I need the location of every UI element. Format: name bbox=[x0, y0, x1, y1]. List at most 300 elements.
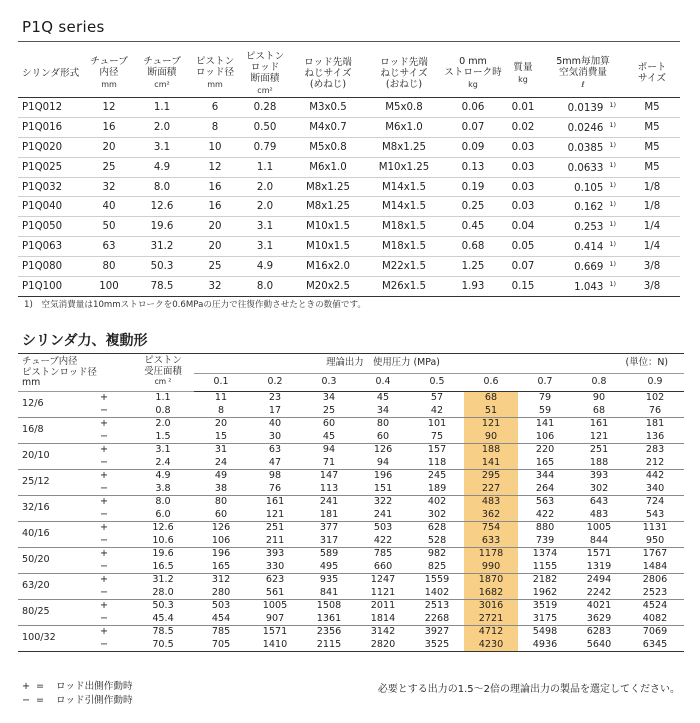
force-minus: 212 bbox=[645, 456, 665, 468]
force-plus: 295 bbox=[481, 470, 501, 481]
spec-cell bbox=[190, 157, 240, 177]
spec-value: P1Q080 bbox=[22, 261, 63, 273]
spec-value: 20 bbox=[102, 141, 116, 153]
force-cell bbox=[302, 522, 356, 548]
spec-value: P1Q063 bbox=[22, 241, 63, 253]
force-plus: 45 bbox=[376, 392, 390, 403]
force-minus: 141 bbox=[481, 456, 501, 468]
force-minus: 75 bbox=[430, 430, 444, 442]
sign-plus: + bbox=[100, 392, 109, 403]
force-plus: 7069 bbox=[642, 626, 668, 637]
spec-value: M18x1.5 bbox=[382, 241, 426, 253]
legend-symbol: + bbox=[22, 681, 31, 692]
spec-header-unit: ℓ bbox=[581, 80, 585, 89]
force-plus: 3927 bbox=[424, 626, 450, 637]
spec-cell bbox=[134, 277, 190, 297]
force-cell bbox=[518, 522, 572, 548]
spec-cell bbox=[290, 157, 366, 177]
direction-signs bbox=[98, 418, 132, 444]
cylinder-model bbox=[18, 137, 84, 157]
spec-cell bbox=[624, 177, 680, 197]
spec-row bbox=[18, 98, 680, 118]
spec-value: P1Q100 bbox=[22, 280, 63, 292]
force-cell bbox=[464, 574, 518, 600]
force-row bbox=[18, 470, 684, 496]
spec-cell bbox=[134, 257, 190, 277]
direction-signs bbox=[98, 522, 132, 548]
force-plus: 23 bbox=[268, 392, 282, 403]
force-cell bbox=[302, 470, 356, 496]
spec-cell bbox=[624, 157, 680, 177]
force-cell bbox=[626, 418, 684, 444]
spec-value: 0.03 bbox=[511, 161, 535, 173]
force-cell bbox=[518, 470, 572, 496]
force-plus: 90 bbox=[592, 392, 606, 403]
force-cell bbox=[410, 522, 464, 548]
force-row bbox=[18, 522, 684, 548]
spec-cell bbox=[442, 117, 504, 137]
spec-cell bbox=[190, 177, 240, 197]
spec-table-body bbox=[18, 98, 680, 297]
spec-value: 4.9 bbox=[256, 261, 274, 273]
force-minus: 68 bbox=[592, 404, 606, 416]
bore-rod-size: 32/16 bbox=[18, 496, 98, 522]
cylinder-model bbox=[18, 257, 84, 277]
spec-header-line: 空気消費量 bbox=[559, 67, 607, 78]
sign-minus: − bbox=[100, 404, 109, 416]
piston-area bbox=[132, 418, 194, 444]
spec-value: M10x1.5 bbox=[306, 241, 350, 253]
spec-value: 0.68 bbox=[461, 241, 485, 253]
spec-cell bbox=[542, 98, 624, 118]
legend-text: ロッド出側作動時 bbox=[56, 681, 133, 692]
force-cell bbox=[410, 418, 464, 444]
spec-value: 8.0 bbox=[153, 181, 171, 193]
spec-header-unit: mm bbox=[207, 80, 223, 89]
force-minus: 2115 bbox=[316, 638, 342, 650]
force-plus: 4524 bbox=[642, 600, 668, 611]
force-minus: 1361 bbox=[316, 612, 342, 624]
bore-rod-size: 63/20 bbox=[18, 574, 98, 600]
force-cell bbox=[410, 626, 464, 652]
spec-value: 16 bbox=[208, 201, 222, 213]
pressure-header: 0.2 bbox=[248, 374, 302, 392]
area-plus: 78.5 bbox=[152, 626, 174, 637]
force-plus: 503 bbox=[211, 600, 231, 611]
spec-cell bbox=[504, 257, 542, 277]
force-plus: 2356 bbox=[316, 626, 342, 637]
spec-cell bbox=[134, 157, 190, 177]
force-plus: 79 bbox=[538, 392, 552, 403]
spec-cell bbox=[366, 98, 442, 118]
cylinder-model bbox=[18, 237, 84, 257]
spec-value: 0.07 bbox=[511, 261, 535, 273]
pressure-header: 0.9 bbox=[626, 374, 684, 392]
spec-value: 25 bbox=[208, 261, 222, 273]
force-plus: 3016 bbox=[478, 600, 504, 611]
force-plus: 1767 bbox=[642, 548, 668, 559]
spec-col-header bbox=[290, 49, 366, 98]
force-cell bbox=[248, 548, 302, 574]
force-minus: 15 bbox=[214, 430, 228, 442]
force-cell bbox=[572, 470, 626, 496]
force-plus: 785 bbox=[211, 626, 231, 637]
spec-value: 0.0385 bbox=[567, 142, 604, 154]
spec-value: M6x1.0 bbox=[309, 161, 347, 173]
force-cell bbox=[518, 392, 572, 418]
force-plus: 57 bbox=[430, 392, 444, 403]
force-minus: 5640 bbox=[586, 638, 612, 650]
force-minus: 106 bbox=[535, 430, 555, 442]
spec-cell bbox=[84, 197, 134, 217]
spec-value: 0.253 bbox=[574, 222, 604, 234]
spec-value: 80 bbox=[102, 261, 116, 273]
sign-plus: + bbox=[100, 522, 109, 533]
spec-cell bbox=[290, 137, 366, 157]
force-plus: 402 bbox=[427, 496, 447, 507]
force-cell bbox=[572, 626, 626, 652]
force-minus: 907 bbox=[265, 612, 285, 624]
force-row bbox=[18, 444, 684, 470]
direction-signs bbox=[98, 496, 132, 522]
area-minus: 6.0 bbox=[155, 508, 171, 520]
force-minus: 24 bbox=[214, 456, 228, 468]
sign-plus: + bbox=[100, 548, 109, 559]
force-minus: 6345 bbox=[642, 638, 668, 650]
spec-header-line: 0 mm bbox=[459, 56, 487, 67]
force-cell bbox=[194, 574, 248, 600]
spec-cell bbox=[240, 237, 290, 257]
force-cell bbox=[626, 574, 684, 600]
force-minus: 151 bbox=[373, 482, 393, 494]
spec-value: 1.93 bbox=[461, 280, 485, 292]
force-plus: 40 bbox=[268, 418, 282, 429]
size-col-header bbox=[18, 354, 132, 392]
force-row bbox=[18, 574, 684, 600]
force-minus: 227 bbox=[481, 482, 501, 494]
legend bbox=[22, 680, 133, 708]
spec-value: 100 bbox=[99, 280, 119, 292]
spec-header-line: チューブ bbox=[90, 56, 128, 67]
bore-rod-size: 16/8 bbox=[18, 418, 98, 444]
spec-cell bbox=[624, 237, 680, 257]
force-cell bbox=[518, 496, 572, 522]
spec-header-line: ピストン bbox=[195, 56, 235, 67]
spec-cell bbox=[240, 177, 290, 197]
spec-cell bbox=[366, 177, 442, 197]
pressure-header: 0.1 bbox=[194, 374, 248, 392]
force-cell bbox=[626, 626, 684, 652]
area-plus: 8.0 bbox=[155, 496, 171, 507]
force-plus: 880 bbox=[535, 522, 555, 533]
cylinder-model bbox=[18, 197, 84, 217]
spec-cell bbox=[624, 98, 680, 118]
piston-area bbox=[132, 600, 194, 626]
force-cell bbox=[518, 626, 572, 652]
force-plus: 1005 bbox=[262, 600, 288, 611]
force-plus: 754 bbox=[481, 522, 501, 533]
force-minus: 34 bbox=[376, 404, 390, 416]
force-cell bbox=[464, 522, 518, 548]
force-plus: 31 bbox=[214, 444, 228, 455]
spec-value: P1Q012 bbox=[22, 101, 63, 113]
spec-cell bbox=[504, 117, 542, 137]
spec-value: 0.50 bbox=[253, 121, 277, 133]
force-plus: 161 bbox=[265, 496, 285, 507]
spec-cell bbox=[190, 257, 240, 277]
spec-header-line: ストローク時 bbox=[444, 67, 502, 78]
piston-area bbox=[132, 626, 194, 652]
spec-value: P1Q020 bbox=[22, 141, 63, 153]
area-minus: 2.4 bbox=[155, 456, 171, 468]
spec-value: 78.5 bbox=[150, 280, 174, 292]
force-minus: 71 bbox=[322, 456, 336, 468]
force-cell bbox=[410, 574, 464, 600]
force-plus: 1559 bbox=[424, 574, 450, 585]
force-minus: 340 bbox=[645, 482, 665, 494]
spec-cell bbox=[624, 217, 680, 237]
spec-value: 0.07 bbox=[461, 121, 485, 133]
force-minus: 2820 bbox=[370, 638, 396, 650]
direction-signs bbox=[98, 600, 132, 626]
area-minus: 3.8 bbox=[155, 482, 171, 494]
sign-minus: − bbox=[100, 534, 109, 546]
force-plus: 6283 bbox=[586, 626, 612, 637]
piston-area bbox=[132, 548, 194, 574]
area-minus: 10.6 bbox=[152, 534, 174, 546]
force-minus: 660 bbox=[373, 560, 393, 572]
force-minus: 165 bbox=[211, 560, 231, 572]
legend-symbol: − bbox=[22, 695, 31, 706]
spec-header-line: シリンダ形式 bbox=[22, 67, 80, 79]
spec-cell bbox=[84, 98, 134, 118]
force-cell bbox=[248, 496, 302, 522]
spec-cell bbox=[84, 277, 134, 297]
spec-value: M5 bbox=[644, 141, 660, 153]
spec-cell bbox=[290, 98, 366, 118]
force-cell bbox=[626, 548, 684, 574]
force-plus: 196 bbox=[211, 548, 231, 559]
force-minus: 30 bbox=[268, 430, 282, 442]
force-plus: 589 bbox=[319, 548, 339, 559]
spec-cell bbox=[504, 157, 542, 177]
spec-cell bbox=[290, 237, 366, 257]
spec-cell bbox=[442, 257, 504, 277]
spec-cell bbox=[134, 137, 190, 157]
size-header-line-1: チューブ内径 bbox=[22, 356, 78, 367]
title-rule bbox=[18, 41, 680, 42]
force-minus: 302 bbox=[427, 508, 447, 520]
force-plus: 60 bbox=[322, 418, 336, 429]
spec-value: 0.01 bbox=[511, 101, 535, 113]
pressure-header: 0.7 bbox=[518, 374, 572, 392]
force-minus: 330 bbox=[265, 560, 285, 572]
spec-col-header bbox=[84, 49, 134, 98]
force-cell bbox=[356, 392, 410, 418]
spec-value: 0.45 bbox=[461, 221, 485, 233]
force-cell bbox=[248, 600, 302, 626]
bore-rod-size: 100/32 bbox=[18, 626, 98, 652]
spec-cell bbox=[190, 277, 240, 297]
force-minus: 362 bbox=[481, 508, 501, 520]
spec-cell bbox=[624, 277, 680, 297]
force-plus: 188 bbox=[481, 444, 501, 455]
force-minus: 950 bbox=[645, 534, 665, 546]
force-plus: 393 bbox=[265, 548, 285, 559]
spec-cell bbox=[442, 277, 504, 297]
cylinder-model bbox=[18, 277, 84, 297]
spec-cell bbox=[542, 117, 624, 137]
force-cell bbox=[356, 444, 410, 470]
force-cell bbox=[302, 574, 356, 600]
force-cell bbox=[194, 496, 248, 522]
spec-cell bbox=[134, 177, 190, 197]
force-minus: 495 bbox=[319, 560, 339, 572]
force-minus: 561 bbox=[265, 586, 285, 598]
force-plus: 34 bbox=[322, 392, 336, 403]
area-minus: 45.4 bbox=[152, 612, 174, 624]
spec-cell bbox=[290, 197, 366, 217]
force-cell bbox=[356, 496, 410, 522]
sign-plus: + bbox=[100, 574, 109, 585]
force-cell bbox=[302, 548, 356, 574]
spec-col-header bbox=[504, 49, 542, 98]
force-plus: 393 bbox=[589, 470, 609, 481]
force-plus: 344 bbox=[535, 470, 555, 481]
area-col-header bbox=[132, 354, 194, 392]
spec-value: 32 bbox=[208, 280, 222, 292]
spec-header-unit: cm² bbox=[257, 85, 273, 95]
force-minus: 189 bbox=[427, 482, 447, 494]
force-plus: 157 bbox=[427, 444, 447, 455]
size-header-unit: mm bbox=[22, 377, 41, 388]
spec-cell bbox=[84, 137, 134, 157]
spec-value: 12 bbox=[102, 101, 116, 113]
area-plus: 12.6 bbox=[152, 522, 174, 533]
force-cell bbox=[572, 548, 626, 574]
force-minus: 45 bbox=[322, 430, 336, 442]
area-minus: 16.5 bbox=[152, 560, 174, 572]
spec-col-header bbox=[240, 49, 290, 98]
force-minus: 181 bbox=[319, 508, 339, 520]
spec-cell bbox=[366, 117, 442, 137]
spec-footnote: 1) 空気消費量は10mmストロークを0.6MPaの圧力で往復作動させたときの数値です。 bbox=[24, 300, 366, 310]
force-minus: 4230 bbox=[478, 638, 504, 650]
spec-header-line: ロッド先端 bbox=[304, 56, 352, 68]
force-minus: 121 bbox=[265, 508, 285, 520]
force-minus: 2523 bbox=[642, 586, 668, 598]
force-minus: 1814 bbox=[370, 612, 396, 624]
spec-header-unit: cm² bbox=[154, 80, 170, 89]
force-minus: 633 bbox=[481, 534, 501, 546]
cylinder-model bbox=[18, 117, 84, 137]
force-cell bbox=[410, 470, 464, 496]
force-cell bbox=[356, 574, 410, 600]
force-cell bbox=[626, 392, 684, 418]
spec-cell bbox=[84, 237, 134, 257]
spec-cell bbox=[134, 98, 190, 118]
spec-value: M4x0.7 bbox=[309, 121, 347, 133]
force-plus: 1508 bbox=[316, 600, 342, 611]
size-header-line-2: ピストンロッド径 bbox=[22, 366, 97, 378]
force-cell bbox=[464, 418, 518, 444]
force-plus: 181 bbox=[645, 418, 665, 429]
spec-cell bbox=[240, 137, 290, 157]
force-plus: 94 bbox=[322, 444, 336, 455]
force-plus: 623 bbox=[265, 574, 285, 585]
force-plus: 785 bbox=[373, 548, 393, 559]
force-table bbox=[18, 353, 684, 652]
spec-col-header bbox=[542, 49, 624, 98]
spec-cell bbox=[290, 177, 366, 197]
force-minus: 106 bbox=[211, 534, 231, 546]
spec-value: 2.0 bbox=[256, 181, 274, 193]
force-cell bbox=[464, 548, 518, 574]
spec-cell bbox=[290, 217, 366, 237]
force-plus: 563 bbox=[535, 496, 555, 507]
force-cell bbox=[410, 600, 464, 626]
spec-header-line: サイズ bbox=[637, 73, 666, 84]
spec-value: M5 bbox=[644, 121, 660, 133]
force-minus: 38 bbox=[214, 482, 228, 494]
force-plus: 102 bbox=[645, 392, 665, 403]
area-minus: 70.5 bbox=[152, 638, 174, 650]
spec-header-line: ポート bbox=[637, 62, 667, 73]
direction-signs bbox=[98, 470, 132, 496]
force-header-row-1 bbox=[18, 354, 684, 374]
spec-value: 3.1 bbox=[256, 221, 274, 233]
sign-plus: + bbox=[100, 444, 109, 455]
spec-row bbox=[18, 257, 680, 277]
force-plus: 1571 bbox=[262, 626, 288, 637]
force-cell bbox=[464, 470, 518, 496]
spec-value: P1Q032 bbox=[22, 181, 63, 193]
force-minus: 211 bbox=[265, 534, 285, 546]
force-plus: 98 bbox=[268, 470, 282, 481]
force-cell bbox=[626, 444, 684, 470]
spec-value: 1/8 bbox=[643, 181, 661, 193]
spec-value: 0.0139 bbox=[567, 102, 604, 114]
force-plus: 2806 bbox=[642, 574, 668, 585]
spec-value: M8x1.25 bbox=[382, 141, 426, 153]
spec-value: P1Q025 bbox=[22, 161, 63, 173]
force-cell bbox=[302, 444, 356, 470]
spec-value: 8 bbox=[211, 121, 219, 133]
force-minus: 841 bbox=[319, 586, 339, 598]
spec-header-unit: kg bbox=[468, 80, 478, 89]
spec-value: 0.02 bbox=[511, 121, 535, 133]
cylinder-model bbox=[18, 98, 84, 118]
spec-row bbox=[18, 177, 680, 197]
pressure-header: 0.6 bbox=[464, 374, 518, 392]
force-cell bbox=[248, 418, 302, 444]
force-plus: 1178 bbox=[478, 548, 504, 559]
force-cell bbox=[464, 444, 518, 470]
force-cell bbox=[356, 470, 410, 496]
spec-cell bbox=[290, 277, 366, 297]
force-cell bbox=[356, 522, 410, 548]
spec-value: 19.6 bbox=[150, 221, 174, 233]
spec-value: 0.0633 bbox=[567, 162, 604, 174]
force-minus: 1319 bbox=[586, 560, 612, 572]
footnote-mark: 1) bbox=[609, 100, 616, 109]
force-plus: 4021 bbox=[586, 600, 612, 611]
force-minus: 2242 bbox=[586, 586, 612, 598]
spec-value: M6x1.0 bbox=[385, 121, 423, 133]
force-minus: 1410 bbox=[262, 638, 288, 650]
direction-signs bbox=[98, 444, 132, 470]
force-plus: 147 bbox=[319, 470, 339, 481]
